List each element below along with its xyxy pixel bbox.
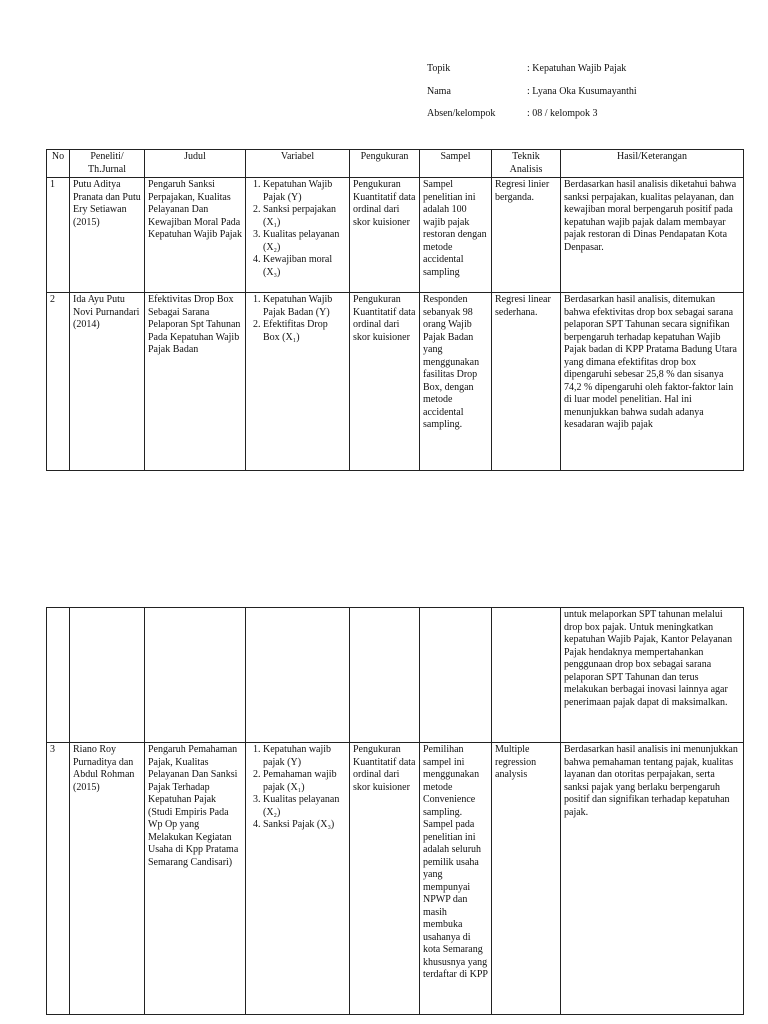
table-row [47,743,744,1015]
cell-variabel [246,293,350,471]
cell-sampel [420,608,492,743]
cell-variabel [246,608,350,743]
col-header-hasil: Hasil/Keterangan [561,150,744,178]
cell-hasil: untuk melaporkan SPT tahunan melalui drop box pajak. Untuk meningkatkan kepatuhan Wajib Pajak, Kantor Pelayanan Pajak hendaknya mempertahankan penggunaan drop box sebagai sarana pelaporan SPT Tahunan dan terus melakukan berbagai inovasi lainnya agar penerimaan pajak dapat di maksimalkan. [561,608,744,743]
header-value: : Kepatuhan Wajib Pajak [527,63,627,74]
cell-judul: Pengaruh Pemahaman Pajak, Kualitas Pelayanan Dan Sanksi Pajak Terhadap Kepatuhan Pajak (Studi Empiris Pada Wp Op yang Melakukan Kegiatan Usaha di Kpp Pratama Semarang Candisari) [145,743,246,1015]
variable-item: 2. Pemahaman wajib pajak (X₁) [263,769,346,794]
variable-item: 3. Kualitas pelayanan (X₂) [263,794,346,819]
variable-item: 2. Sanksi perpajakan (X₁) [263,204,346,229]
cell-hasil: Berdasarkan hasil analisis diketahui bahwa sanksi perpajakan, kualitas pelayanan, dan kewajiban moral berpengaruh positif pada kepatuhan wajib pajak dalam membayar pajak restoran di Dinas Pendapatan Kota Denpasar. [561,178,744,293]
cell-teknik: Regresi linear sederhana. [492,293,561,471]
cell-judul [145,608,246,743]
variable-item: 1. Kepatuhan Wajib Pajak (Y) [263,179,346,204]
table-header-row [47,150,744,178]
cell-peneliti: Ida Ayu Putu Novi Purnandari (2014) [70,293,145,471]
table-row [47,178,744,293]
col-header-judul: Judul [145,150,246,178]
col-header-no: No [47,150,70,178]
cell-judul: Pengaruh Sanksi Perpajakan, Kualitas Pelayanan Dan Kewajiban Moral Pada Kepatuhan Wajib Pajak [145,178,246,293]
col-header-variabel: Variabel [246,150,350,178]
cell-pengukuran [350,608,420,743]
cell-hasil: Berdasarkan hasil analisis, ditemukan bahwa efektivitas drop box sebagai sarana pelaporan SPT Tahunan secara signifikan berpengaruh terhadap kepatuhan Wajib Pajak badan di KPP Pratama Badung Utara yang dimana efektifitas drop box dipengaruhi sebesar 25,8 % dan sisanya 74,2 % dipengaruhi oleh faktor-faktor lain di luar model penelitian. Hal ini menunjukkan bahwa sudah adanya kesadaran wajib pajak [561,293,744,471]
header-label: Topik [427,63,451,74]
col-header-teknik: Teknik Analisis [492,150,561,178]
cell-pengukuran: Pengukuran Kuantitatif data ordinal dari skor kuisioner [350,178,420,293]
variable-item: 1. Kepatuhan wajib pajak (Y) [263,744,346,769]
variable-item: 4. Kewajiban moral (X₃) [263,254,346,279]
header-value: : 08 / kelompok 3 [527,108,598,119]
header-label: Nama [427,85,451,97]
cell-judul: Efektivitas Drop Box Sebagai Sarana Pelaporan Spt Tahunan Pada Kepatuhan Wajib Pajak Badan [145,293,246,471]
cell-peneliti [70,608,145,743]
cell-pengukuran: Pengukuran Kuantitatif data ordinal dari skor kuisioner [350,743,420,1015]
table-row [47,293,744,471]
cell-peneliti: Riano Roy Purnaditya dan Abdul Rohman (2015) [70,743,145,1015]
header-value: : Lyana Oka Kusumayanthi [527,85,637,97]
variable-item: 3. Kualitas pelayanan (X₂) [263,229,346,254]
research-table [46,149,744,471]
header-row-nama [427,86,747,109]
cell-variabel [246,178,350,293]
cell-no: 1 [47,178,70,293]
cell-teknik: Regresi linier berganda. [492,178,561,293]
header-label: Absen/kelompok [427,108,496,119]
variable-item: 2. Efektifitas Drop Box (X₁) [263,319,346,344]
document-header [427,63,747,131]
variable-item: 4. Sanksi Pajak (X₃) [263,819,346,832]
col-header-peneliti: Peneliti/ Th.Jurnal [70,150,145,178]
col-header-pengukuran: Pengukuran [350,150,420,178]
research-table-continued [46,607,744,1015]
cell-variabel [246,743,350,1015]
cell-no: 2 [47,293,70,471]
cell-no: 3 [47,743,70,1015]
col-header-sampel: Sampel [420,150,492,178]
cell-teknik: Multiple regression analysis [492,743,561,1015]
cell-hasil: Berdasarkan hasil analisis ini menunjukkan bahwa pemahaman tentang pajak, kualitas layanan dan otoritas perpajakan, serta sanksi pajak yang berlaku berpengaruh positif dan signifikan terhadap kepatuhan pajak. [561,743,744,1015]
cell-sampel: Responden sebanyak 98 orang Wajib Pajak Badan yang menggunakan fasilitas Drop Box, dengan metode accidental sampling. [420,293,492,471]
cell-sampel: Sampel penelitian ini adalah 100 wajib pajak restoran dengan metode accidental sampling [420,178,492,293]
variable-item: 1. Kepatuhan Wajib Pajak Badan (Y) [263,294,346,319]
cell-pengukuran: Pengukuran Kuantitatif data ordinal dari skor kuisioner [350,293,420,471]
table-row-continuation [47,608,744,743]
cell-teknik [492,608,561,743]
cell-no [47,608,70,743]
cell-sampel: Pemilihan sampel ini menggunakan metode Convenience sampling. Sampel pada penelitian ini adalah seluruh pemilik usaha yang mempunyai NPWP dan masih membuka usahanya di kota Semarang khususnya yang terdaftar di KPP [420,743,492,1015]
header-row-topik [427,63,747,86]
cell-peneliti: Putu Aditya Pranata dan Putu Ery Setiawan (2015) [70,178,145,293]
header-row-absen [427,108,747,131]
